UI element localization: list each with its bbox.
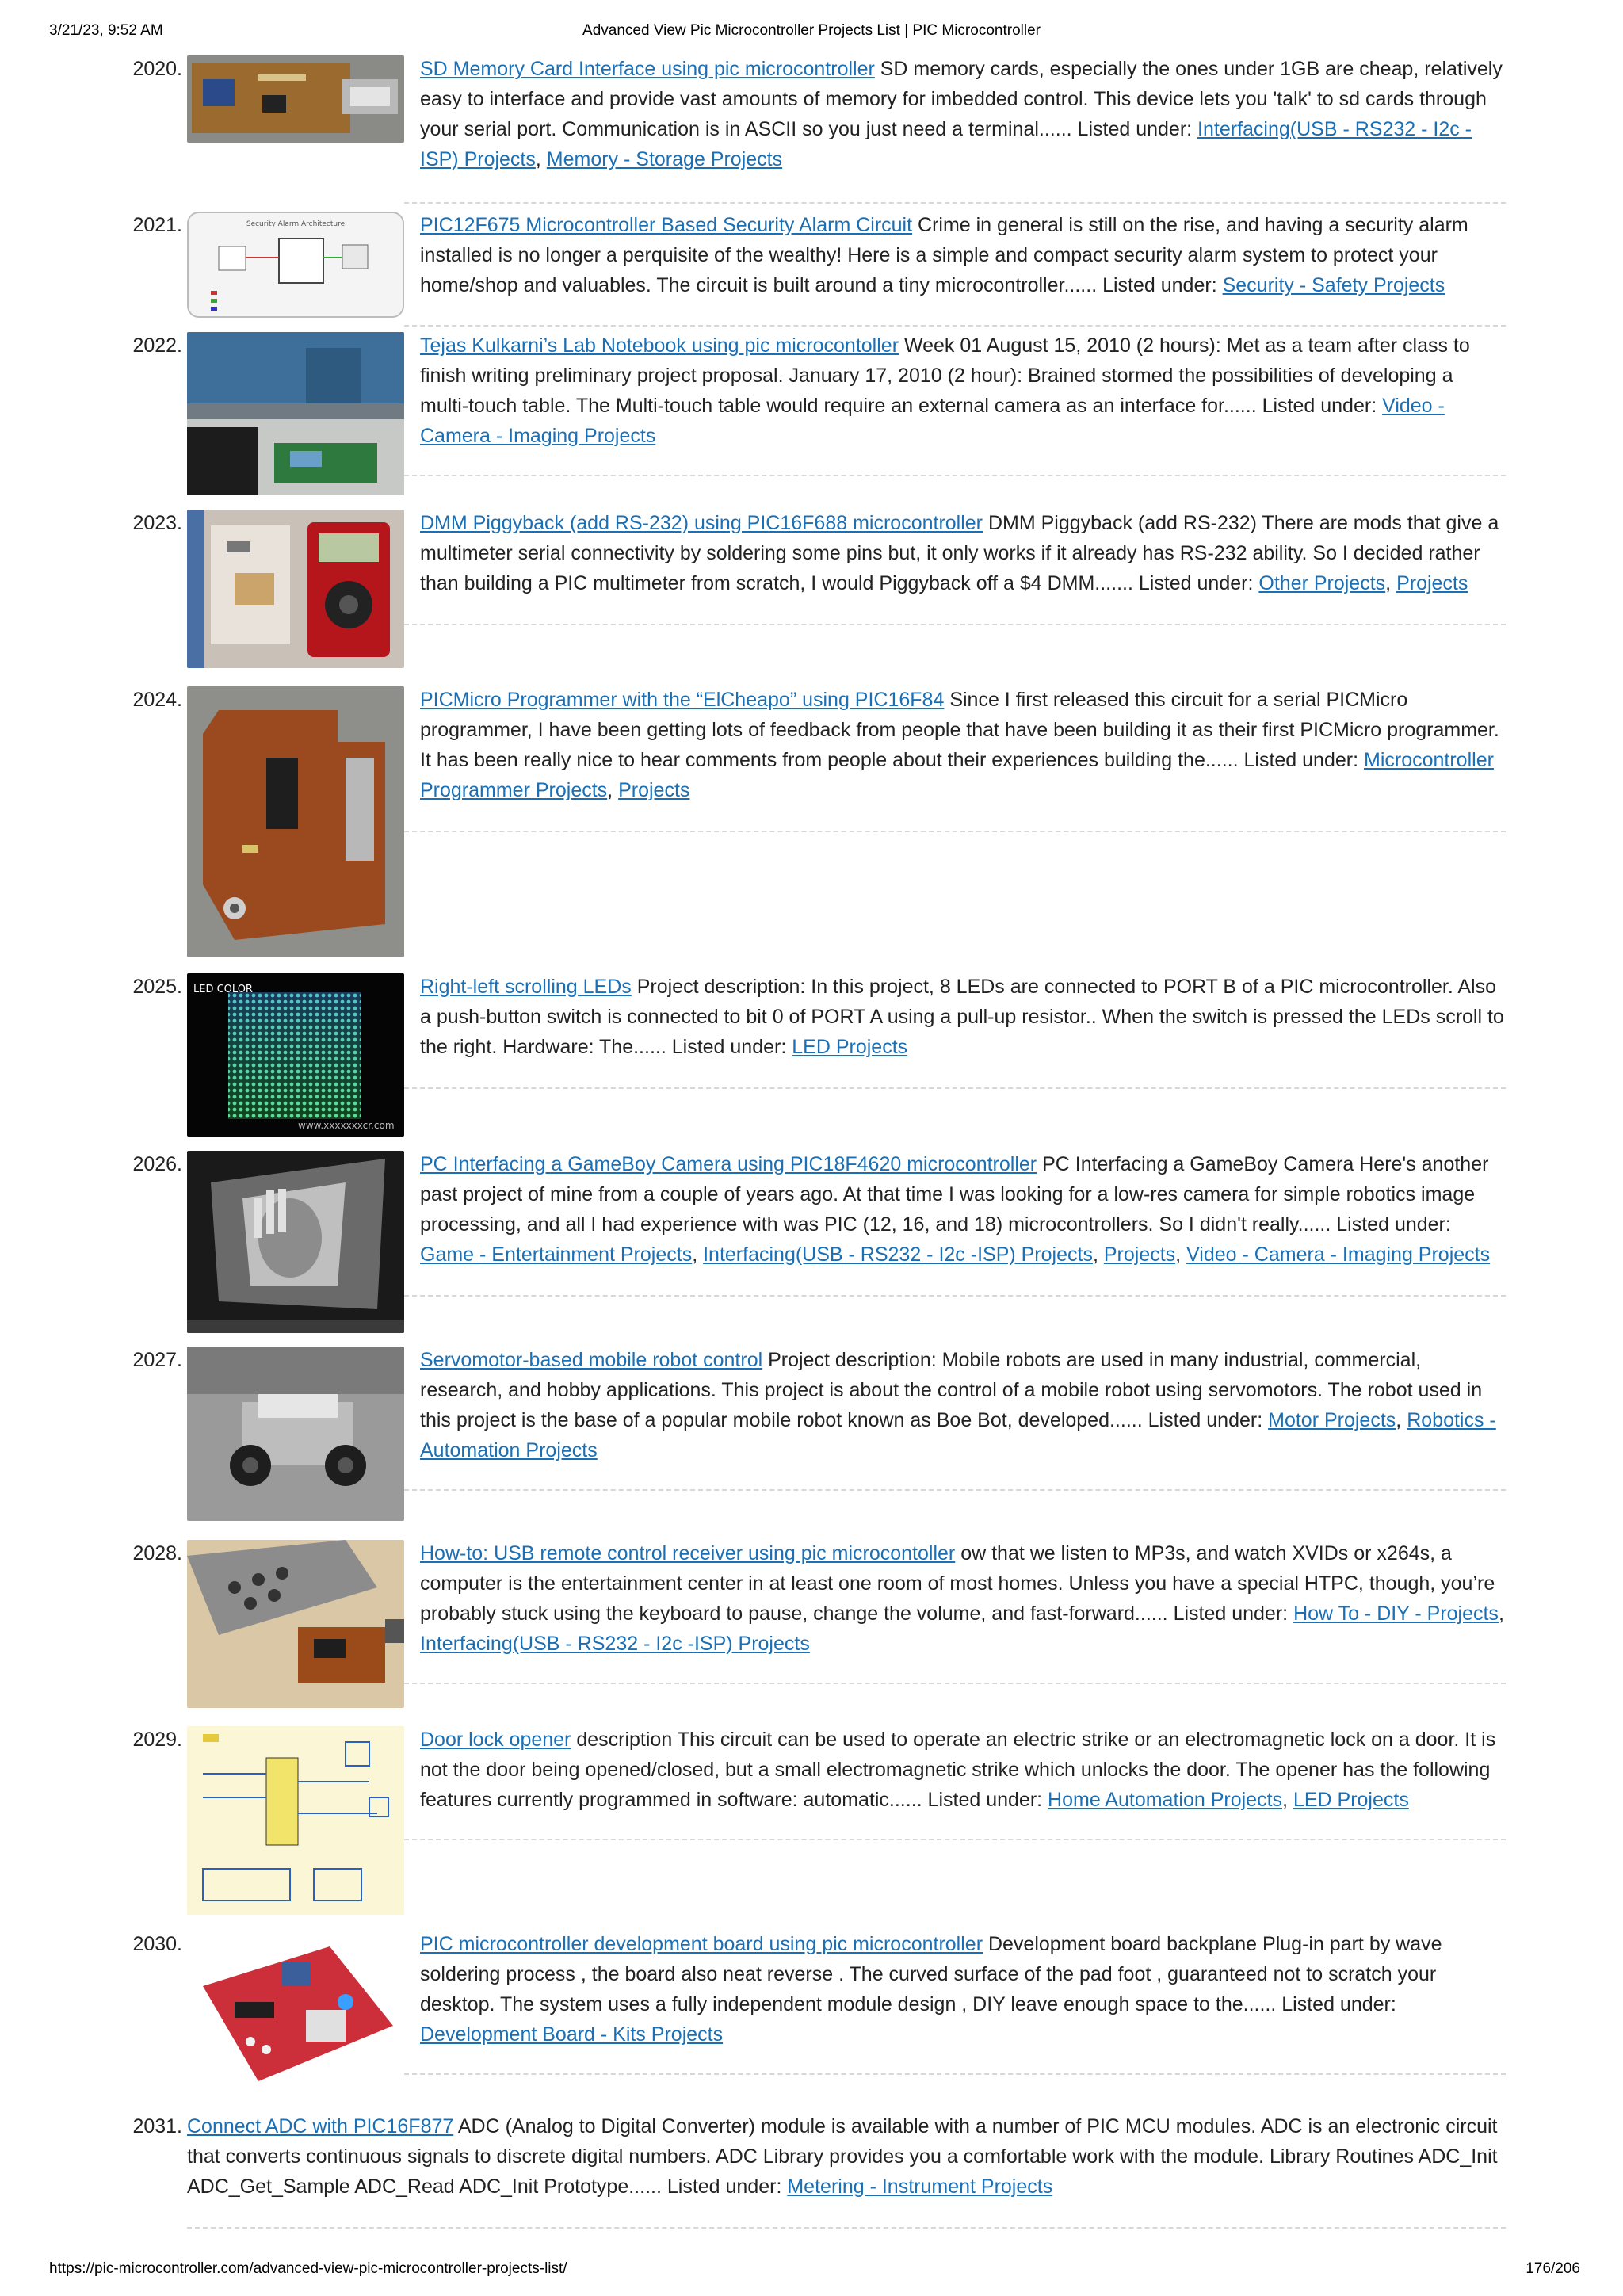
category-link[interactable]: Metering - Instrument Projects — [787, 2176, 1053, 2198]
listed-under-label: Listed under: — [1138, 572, 1254, 594]
thumbnail-image[interactable] — [187, 332, 404, 495]
category-link[interactable]: Game - Entertainment Projects — [420, 1244, 693, 1266]
listed-under-label: Listed under: — [671, 1036, 787, 1058]
page-number: 176/206 — [1526, 2260, 1580, 2277]
project-description: PC Interfacing a GameBoy Camera Here's another past project of mine from a couple of years ago. At that time I was looking for a low-res camera for simple robotics image processing, and all I had experience with was PIC (12, 16, and 18) microcontrollers. So I didn't really...... — [420, 1153, 1489, 1236]
thumbnail-caption: Security Alarm Architecture — [246, 220, 346, 228]
item-text: Door lock opener description This circuit can be used to operate an electric strike or an electromagnetic lock on a door. It is not the door being opened/closed, but a small electromagnetic strike which unlocks the door. The opener has the following features currently programmed in software: automatic...... Listed under: Home Automation Projects, LED Projects — [420, 1729, 1496, 1811]
item-text: Servomotor-based mobile robot control Project description: Mobile robots are used in many industrial, commercial, research, and hobby applications. This project is about the control of a mobile robot using servomotors. The robot used in this project is the base of a popular mobile robot known as Boe Bot, developed...... Listed under: Motor Projects, Robotics - Automation Projects — [420, 1349, 1496, 1461]
category-link[interactable]: Interfacing(USB - RS232 - I2c -ISP) Projects — [703, 1244, 1093, 1266]
item-divider — [404, 831, 1506, 832]
category-link[interactable]: Memory - Storage Projects — [546, 148, 783, 170]
project-description: Crime in general is still on the rise, and having a security alarm installed is no longer a perquisite of the wealthy! Here is a simple and compact security alarm system to protect your home/shop and valuables. The circuit is built around a tiny microcontroller...... — [420, 214, 1468, 296]
item-number: 2022. — [132, 334, 182, 357]
listed-under-label: Listed under: — [1336, 1213, 1451, 1236]
project-title-link[interactable]: PIC12F675 Microcontroller Based Security Alarm Circuit — [420, 214, 913, 236]
project-description: Week 01 August 15, 2010 (2 hours): Met as a team after class to finish writing preliminary project proposal. January 17, 2010 (2 hour): Brained stormed the possibilities of developing a multi-touch table. The Multi-touch table would require an external camera as an interface for...... — [420, 334, 1470, 417]
item-text: SD Memory Card Interface using pic microcontroller SD memory cards, especially the ones under 1GB are cheap, relatively easy to interface and provide vast amounts of memory for imbedded control. This device lets you 'talk' to sd cards through your serial port. Communication is in ASCII so you just need a terminal...... Listed under: Interfacing(USB - RS232 - I2c -ISP) Projects, Memory - Storage Projects — [420, 58, 1503, 170]
project-title-link[interactable]: Right-left scrolling LEDs — [420, 976, 632, 998]
print-footer — [0, 2260, 1623, 2292]
category-link[interactable]: Video - Camera - Imaging Projects — [420, 395, 1445, 447]
listed-under-label: Listed under: — [1262, 395, 1377, 417]
item-text: PC Interfacing a GameBoy Camera using PIC18F4620 microcontroller PC Interfacing a GameBoy Camera Here's another past project of mine from a couple of years ago. At that time I was looking for a low-res camera for simple robotics image processing, and all I had experience with was PIC (12, 16, and 18) microcontrollers. So I didn't really...... Listed under: Game - Entertainment Projects, Interfacing(USB - RS232 - I2c -ISP) Projects, Projects, Video - Camera - Imaging Projects — [420, 1153, 1491, 1266]
project-title-link[interactable]: DMM Piggyback (add RS-232) using PIC16F688 microcontroller — [420, 512, 983, 534]
item-text — [420, 972, 1506, 1062]
print-header — [0, 22, 1623, 54]
thumbnail-image[interactable] — [187, 1931, 404, 2097]
project-description: Project description: In this project, 8 LEDs are connected to PORT B of a PIC microcontroller. Also a push-button switch is connected to bit 0 of PORT A using a pull-up resistor.. When the switch is pressed the LEDs scroll to the right. Hardware: The...... — [420, 976, 1504, 1058]
item-divider — [404, 475, 1506, 476]
category-link[interactable]: Robotics - Automation Projects — [420, 1409, 1496, 1461]
thumbnail-image[interactable] — [187, 55, 404, 143]
item-number: 2031. — [132, 2115, 182, 2137]
project-description: Development board backplane Plug-in part by wave soldering process , the board also neat reverse . The curved surface of the pad foot , guaranteed not to scratch your desktop. The system uses a fully independent module design , DIY leave enough space to the...... — [420, 1933, 1442, 2015]
item-text — [420, 330, 1506, 451]
category-link[interactable]: Security - Safety Projects — [1222, 274, 1445, 296]
item-text — [420, 210, 1506, 300]
listed-under-label: Listed under: — [1173, 1603, 1289, 1625]
listed-under-label: Listed under: — [666, 2176, 782, 2198]
category-link[interactable]: Video - Camera - Imaging Projects — [1186, 1244, 1491, 1266]
item-divider — [404, 1087, 1506, 1089]
item-divider — [404, 1839, 1506, 1840]
page-url: https://pic-microcontroller.com/advanced-view-pic-microcontroller-projects-list/ — [49, 2260, 567, 2277]
project-title-link[interactable]: Door lock opener — [420, 1729, 571, 1751]
project-title-link[interactable]: Connect ADC with PIC16F877 — [187, 2115, 454, 2137]
project-description: Since I first released this circuit for a serial PICMicro programmer, I have been getting lots of feedback from people that have been building it as their first PICMicro programmer. It has been really nice to hear comments from people about their experiences building the...... — [420, 689, 1499, 771]
project-title-link[interactable]: How-to: USB remote control receiver using pic microcontoller — [420, 1542, 956, 1564]
category-link[interactable]: Motor Projects — [1268, 1409, 1396, 1431]
category-link[interactable]: Interfacing(USB - RS232 - I2c -ISP) Projects — [420, 118, 1472, 170]
listed-under-label: Listed under: — [1077, 118, 1193, 140]
print-page-title: Advanced View Pic Microcontroller Projects List | PIC Microcontroller — [582, 22, 1041, 39]
category-link[interactable]: Other Projects — [1258, 572, 1386, 594]
project-description: Project description: Mobile robots are used in many industrial, commercial, research, and hobby applications. This project is about the control of a mobile robot using servomotors. The robot used in this project is the base of a popular mobile robot known as Boe Bot, developed...... — [420, 1349, 1483, 1431]
project-title-link[interactable]: SD Memory Card Interface using pic microcontroller — [420, 58, 875, 80]
print-datetime: 3/21/23, 9:52 AM — [49, 22, 163, 39]
thumbnail-caption: LED COLOR — [193, 984, 253, 995]
thumbnail-image[interactable] — [187, 1347, 404, 1521]
thumbnail-image[interactable] — [187, 1151, 404, 1333]
thumbnail-image[interactable] — [187, 1540, 404, 1708]
category-link[interactable]: Projects — [1103, 1244, 1176, 1266]
item-number: 2030. — [132, 1933, 182, 1955]
project-description: DMM Piggyback (add RS-232) There are mods that give a multimeter serial connectivity by soldering some pins but, it only works if it already has RS-232 ability. So I decided rather than building a PIC multimeter from scratch, I would Piggyback off a $4 DMM....... — [420, 512, 1499, 594]
item-divider — [187, 2227, 1506, 2229]
listed-under-label: Listed under: — [1148, 1409, 1263, 1431]
item-divider — [404, 202, 1506, 204]
item-number: 2028. — [132, 1542, 182, 1564]
item-divider — [404, 1683, 1506, 1684]
thumbnail-watermark: www.xxxxxxxcr.com — [298, 1120, 395, 1131]
project-title-link[interactable]: Servomotor-based mobile robot control — [420, 1349, 763, 1371]
project-description: ow that we listen to MP3s, and watch XVIDs or x264s, a computer is the entertainment center in at least one room of most homes. Unless you have a special HTPC, though, you’re probably stuck using the keyboard to pause, change the volume, and fast-forward...... — [420, 1542, 1495, 1625]
item-number: 2023. — [132, 512, 182, 534]
item-text: DMM Piggyback (add RS-232) using PIC16F688 microcontroller DMM Piggyback (add RS-232) There are mods that give a multimeter serial connectivity by soldering some pins but, it only works if it already has RS-232 ability. So I decided rather than building a PIC multimeter from scratch, I would Piggyback off a $4 DMM....... Listed under: Other Projects, Projects — [420, 512, 1499, 594]
item-number: 2021. — [132, 214, 182, 236]
item-divider — [404, 624, 1506, 625]
project-title-link[interactable]: Tejas Kulkarni’s Lab Notebook using pic microcontoller — [420, 334, 899, 357]
item-text: How-to: USB remote control receiver using pic microcontoller ow that we listen to MP3s, and watch XVIDs or x264s, a computer is the entertainment center in at least one room of most homes. Unless you have a special HTPC, though, you’re probably stuck using the keyboard to pause, change the volume, and fast-forward...... Listed under: How To - DIY - Projects, Interfacing(USB - RS232 - I2c -ISP) Projects — [420, 1542, 1504, 1655]
project-description: SD memory cards, especially the ones under 1GB are cheap, relatively easy to interface and provide vast amounts of memory for imbedded control. This device lets you 'talk' to sd cards through your serial port. Communication is in ASCII so you just need a terminal...... — [420, 58, 1503, 140]
thumbnail-image[interactable] — [187, 510, 404, 668]
thumbnail-image[interactable] — [187, 1726, 404, 1915]
item-number: 2027. — [132, 1349, 182, 1371]
listed-under-label: Listed under: — [1243, 749, 1359, 771]
listed-under-label: Listed under: — [927, 1789, 1043, 1811]
thumbnail-image[interactable] — [187, 686, 404, 957]
category-link[interactable]: LED Projects — [1293, 1789, 1409, 1811]
item-number: 2025. — [132, 976, 182, 998]
item-divider — [404, 1489, 1506, 1491]
item-text — [187, 2111, 1506, 2202]
category-link[interactable]: How To - DIY - Projects — [1293, 1603, 1499, 1625]
project-title-link[interactable]: PC Interfacing a GameBoy Camera using PIC18F4620 microcontroller — [420, 1153, 1037, 1175]
category-link[interactable]: Microcontroller Programmer Projects — [420, 749, 1494, 801]
category-link[interactable]: Projects — [1396, 572, 1468, 594]
listed-under-label: Listed under: — [1281, 1993, 1396, 2015]
item-divider — [404, 1295, 1506, 1297]
category-link[interactable]: Home Automation Projects — [1048, 1789, 1283, 1811]
item-number: 2029. — [132, 1729, 182, 1751]
item-divider — [404, 2073, 1506, 2075]
category-link[interactable]: Interfacing(USB - RS232 - I2c -ISP) Projects — [420, 1633, 810, 1655]
thumbnail-image[interactable] — [187, 973, 404, 1137]
project-description: ADC (Analog to Digital Converter) module is available with a number of PIC MCU modules. ADC is an electronic circuit that converts continuous signals to discrete digital numbers. ADC Library provides you a comfortable work with the module. Library Routines ADC_Init ADC_Get_Sample ADC_Read ADC_Init Prototype...... — [187, 2115, 1498, 2198]
project-title-link[interactable]: PIC microcontroller development board using pic microcontroller — [420, 1933, 983, 1955]
item-text: PICMicro Programmer with the “ElCheapo” using PIC16F84 Since I first released this circuit for a serial PICMicro programmer, I have been getting lots of feedback from people that have been building it as their first PICMicro programmer. It has been really nice to hear comments from people about their experiences building the...... Listed under: Microcontroller Programmer Projects, Projects — [420, 689, 1499, 801]
project-description: description This circuit can be used to operate an electric strike or an electromagnetic lock on a door. It is not the door being opened/closed, but a small electromagnetic strike which unlocks the door. The opener has the following features currently programmed in software: automatic...... — [420, 1729, 1496, 1811]
listed-under-label: Listed under: — [1102, 274, 1217, 296]
item-number: 2026. — [132, 1153, 182, 1175]
category-link[interactable]: LED Projects — [792, 1036, 908, 1058]
project-title-link[interactable]: PICMicro Programmer with the “ElCheapo” using PIC16F84 — [420, 689, 945, 711]
thumbnail-image[interactable] — [187, 212, 404, 318]
category-link[interactable]: Development Board - Kits Projects — [420, 2023, 724, 2046]
item-number: 2024. — [132, 689, 182, 711]
item-divider — [404, 325, 1506, 327]
category-link[interactable]: Projects — [618, 779, 690, 801]
item-text — [420, 1929, 1506, 2050]
item-number: 2020. — [132, 58, 182, 80]
